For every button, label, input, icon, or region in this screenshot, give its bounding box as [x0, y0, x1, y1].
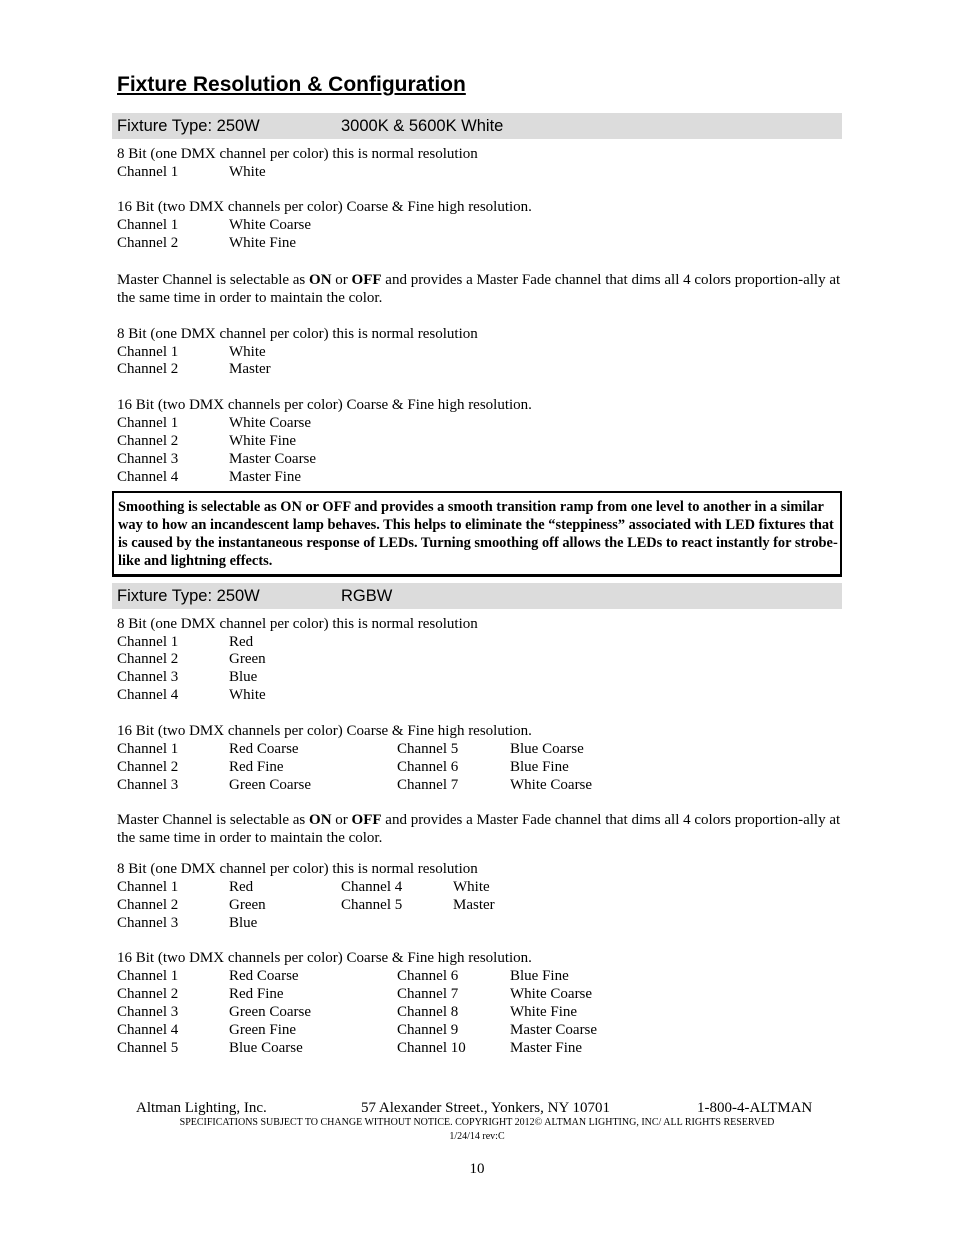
section-heading: 8 Bit (one DMX channel per color) this is normal resolution: [117, 326, 478, 342]
channel-function: Green Coarse: [229, 1004, 312, 1020]
page-number: 10: [469, 1161, 485, 1177]
master-channel-paragraph: Master Channel is selectable as ON or OFF and provides a Master Fade channel that dims all 4 colors proportion-ally at the same time in order to maintain the color.: [117, 812, 841, 846]
channel-function: Red: [229, 879, 254, 895]
channel-number: Channel 7: [397, 986, 459, 1002]
section-heading: 8 Bit (one DMX channel per color) this is normal resolution: [117, 616, 478, 632]
on-keyword: ON: [309, 272, 332, 288]
channel-number: Channel 6: [397, 759, 459, 775]
channel-function: Master Coarse: [229, 451, 317, 467]
fixture-type-label: Fixture Type: 250W: [117, 587, 260, 605]
channel-number: Channel 1: [117, 415, 179, 431]
channel-function: Red Fine: [229, 759, 284, 775]
off-keyword: OFF: [351, 272, 382, 288]
channel-function: White: [229, 164, 266, 180]
channel-number: Channel 1: [117, 344, 179, 360]
channel-number: Channel 3: [117, 777, 179, 793]
section-heading: 16 Bit (two DMX channels per color) Coarse & Fine high resolution.: [117, 199, 532, 215]
section-heading: 16 Bit (two DMX channels per color) Coarse & Fine high resolution.: [117, 723, 532, 739]
channel-function: Blue Fine: [510, 759, 569, 775]
channel-number: Channel 5: [397, 741, 459, 757]
channel-number: Channel 10: [397, 1040, 466, 1056]
channel-function: White Fine: [229, 235, 297, 251]
channel-function: White Coarse: [229, 415, 312, 431]
channel-function: Master Fine: [229, 469, 302, 485]
section-heading: 16 Bit (two DMX channels per color) Coarse & Fine high resolution.: [117, 950, 532, 966]
channel-number: Channel 4: [341, 879, 403, 895]
channel-function: Master: [453, 897, 495, 913]
channel-number: Channel 6: [397, 968, 459, 984]
channel-function: White Coarse: [510, 777, 593, 793]
footer-revision: 1/24/14 rev:C: [449, 1131, 505, 1142]
channel-function: Red: [229, 634, 254, 650]
channel-function: Red Fine: [229, 986, 284, 1002]
footer-address: 57 Alexander Street., Yonkers, NY 10701: [361, 1100, 611, 1116]
channel-number: Channel 2: [117, 235, 179, 251]
channel-function: Master Coarse: [510, 1022, 598, 1038]
channel-function: White Coarse: [510, 986, 593, 1002]
off-keyword: OFF: [351, 812, 382, 828]
channel-function: Green Coarse: [229, 777, 312, 793]
channel-function: Blue Coarse: [229, 1040, 303, 1056]
channel-number: Channel 2: [117, 361, 179, 377]
channel-number: Channel 4: [117, 1022, 179, 1038]
channel-function: Master Fine: [510, 1040, 583, 1056]
channel-function: Green: [229, 897, 266, 913]
channel-function: Blue: [229, 915, 258, 931]
channel-number: Channel 1: [117, 634, 179, 650]
channel-number: Channel 1: [117, 164, 179, 180]
footer-phone: 1-800-4-ALTMAN: [697, 1100, 813, 1116]
channel-number: Channel 2: [117, 651, 179, 667]
channel-function: White Coarse: [229, 217, 312, 233]
channel-number: Channel 7: [397, 777, 459, 793]
fixture-type-label: Fixture Type: 250W: [117, 117, 260, 135]
channel-function: Red Coarse: [229, 968, 299, 984]
section-heading: 8 Bit (one DMX channel per color) this is normal resolution: [117, 146, 478, 162]
master-channel-paragraph: Master Channel is selectable as ON or OFF and provides a Master Fade channel that dims all 4 colors proportion-ally at the same time in order to maintain the color.: [117, 272, 841, 306]
channel-number: Channel 8: [397, 1004, 459, 1020]
channel-number: Channel 1: [117, 968, 179, 984]
channel-function: White Fine: [510, 1004, 578, 1020]
channel-function: White: [229, 687, 266, 703]
channel-function: White Fine: [229, 433, 297, 449]
channel-function: Green: [229, 651, 266, 667]
smoothing-note: Smoothing is selectable as ON or OFF and provides a smooth transition ramp from one level to another in a similar way to how an incandescent lamp behaves. This helps to eliminate the “steppiness” associated with LED fixtures that is caused by the instantaneous response of LEDs. Turning smoothing off allows the LEDs to react instantly for strobe-like and lightning effects.: [118, 499, 838, 569]
channel-number: Channel 9: [397, 1022, 459, 1038]
channel-number: Channel 2: [117, 897, 179, 913]
fixture-type-value: RGBW: [341, 587, 393, 605]
channel-number: Channel 1: [117, 879, 179, 895]
fixture-type-value: 3000K & 5600K White: [341, 117, 504, 135]
footer-company: Altman Lighting, Inc.: [136, 1100, 267, 1116]
channel-number: Channel 5: [341, 897, 403, 913]
fixture-type-band-white: [112, 113, 842, 139]
section-heading: 8 Bit (one DMX channel per color) this is normal resolution: [117, 861, 478, 877]
section-heading: 16 Bit (two DMX channels per color) Coarse & Fine high resolution.: [117, 397, 532, 413]
on-keyword: ON: [309, 812, 332, 828]
channel-number: Channel 3: [117, 915, 179, 931]
channel-number: Channel 2: [117, 433, 179, 449]
channel-number: Channel 4: [117, 687, 179, 703]
channel-number: Channel 3: [117, 1004, 179, 1020]
channel-function: White: [229, 344, 266, 360]
channel-function: Red Coarse: [229, 741, 299, 757]
channel-number: Channel 2: [117, 759, 179, 775]
page-title: Fixture Resolution & Configuration: [117, 73, 466, 96]
channel-number: Channel 1: [117, 741, 179, 757]
channel-function: Blue Coarse: [510, 741, 584, 757]
fixture-type-band-rgbw: [112, 583, 842, 609]
channel-function: Blue Fine: [510, 968, 569, 984]
channel-number: Channel 5: [117, 1040, 179, 1056]
footer-disclaimer: SPECIFICATIONS SUBJECT TO CHANGE WITHOUT NOTICE. COPYRIGHT 2012© ALTMAN LIGHTING, INC/ ALL RIGHTS RESERVED: [179, 1117, 775, 1128]
channel-number: Channel 3: [117, 669, 179, 685]
channel-number: Channel 3: [117, 451, 179, 467]
channel-function: Blue: [229, 669, 258, 685]
channel-number: Channel 4: [117, 469, 179, 485]
channel-number: Channel 2: [117, 986, 179, 1002]
channel-function: Master: [229, 361, 271, 377]
smoothing-note-box: [112, 491, 842, 577]
channel-number: Channel 1: [117, 217, 179, 233]
channel-function: White: [453, 879, 490, 895]
channel-function: Green Fine: [229, 1022, 297, 1038]
